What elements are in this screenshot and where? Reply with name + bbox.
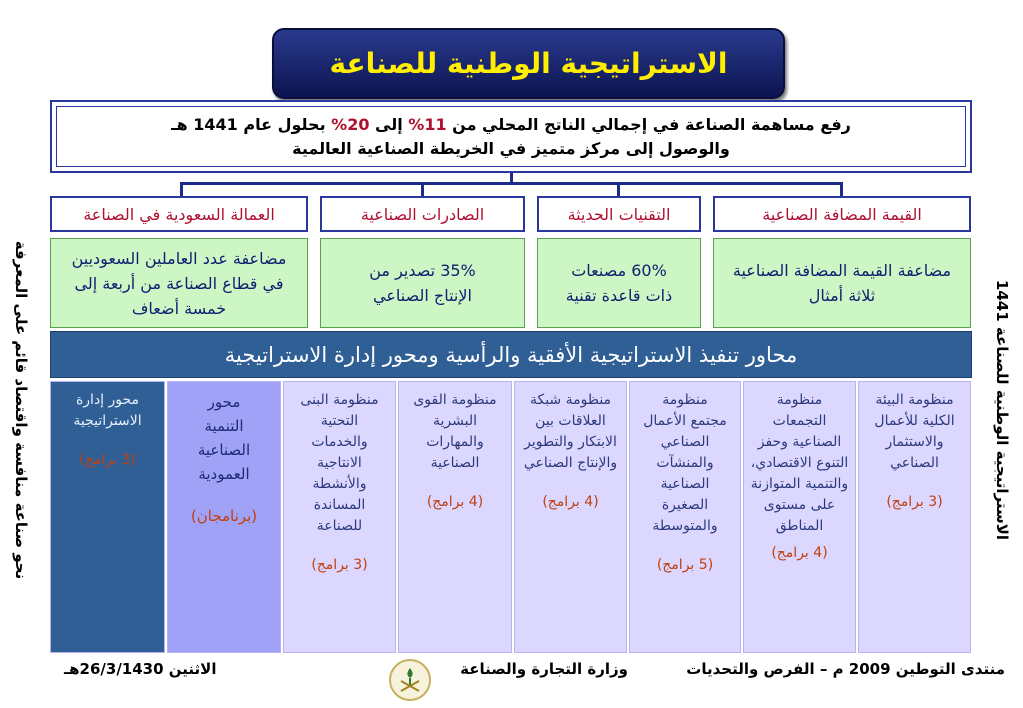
column-infrastructure (283, 381, 396, 653)
objective-label: العمالة السعودية في الصناعة (83, 204, 275, 224)
goal-text-b: إلى (375, 114, 403, 134)
column-programs: (3 برامج) (311, 557, 368, 573)
column-business-environment (858, 381, 971, 653)
goal-text-c: بحلول عام (243, 114, 326, 134)
goal-pct-2: 20% (331, 114, 370, 134)
axes-title-bar (50, 331, 972, 378)
target-technology (537, 238, 701, 328)
column-programs: (برنامجان) (190, 507, 258, 525)
column-programs: (3 برامج) (79, 452, 136, 468)
column-human-resources (398, 381, 512, 653)
target-value-added (713, 238, 971, 328)
connector (617, 182, 620, 196)
column-programs: (4 برامج) (542, 494, 599, 510)
goal-text-a: رفع مساهمة الصناعة في إجمالي الناتج المحلي من (452, 114, 851, 134)
column-business-community (629, 381, 741, 653)
side-label-right (981, 195, 1023, 625)
objective-technology (537, 196, 701, 232)
target-saudi-labor (50, 238, 308, 328)
side-right-text: الاستراتيجية الوطنية للصناعة 1441 (993, 279, 1011, 541)
target-exports (320, 238, 525, 328)
column-vertical-development (167, 381, 281, 653)
column-text: منظومة القوى البشرية والمهارات الصناعية (413, 392, 497, 471)
column-programs: (4 برامج) (426, 494, 484, 510)
footer-forum: منتدى التوطين 2009 م – الفرص والتحديات (686, 660, 1005, 678)
objective-label: الصادرات الصناعية (360, 204, 485, 224)
column-programs: (5 برامج) (656, 557, 714, 573)
column-programs: (4 برامج) (771, 545, 828, 561)
column-text: محور إدارة الاستراتيجية (73, 392, 142, 429)
goal-line-2: والوصول إلى مركز متميز في الخريطة الصناعية العالمية (292, 138, 730, 158)
objective-value-added (713, 196, 971, 232)
column-text: منظومة مجتمع الأعمال الصناعي والمنشآت الصناعية الصغيرة والمتوسطة (643, 392, 727, 534)
title-banner (272, 28, 785, 99)
connector (180, 182, 183, 196)
side-label-left (0, 195, 42, 625)
connector (180, 182, 842, 185)
side-left-text: نحو صناعة منافسة واقتصاد قائم على المعرفة (12, 240, 30, 580)
target-text: مضاعفة القيمة المضافة الصناعية ثلاثة أمثال (732, 261, 952, 305)
target-text: 60% مصنعات ذات قاعدة تقنية (565, 261, 673, 305)
connector (840, 182, 843, 196)
objective-label: القيمة المضافة الصناعية (762, 204, 922, 224)
objective-exports (320, 196, 525, 232)
objective-saudi-labor (50, 196, 308, 232)
target-text: مضاعفة عدد العاملين السعوديين في قطاع الصناعة من أربعة إلى خمسة أضعاف (71, 248, 287, 318)
column-strategy-management (50, 381, 165, 653)
column-programs: (3 برامج) (886, 494, 943, 510)
column-text: منظومة التجمعات الصناعية وحفز التنوع الاقتصادي، والتنمية المتوازنة على مستوى المناطق (750, 392, 849, 534)
column-text: منظومة البنى التحتية والخدمات الانتاجية والأنشطة المساندة للصناعة (300, 392, 379, 534)
footer-ministry: وزارة التجارة والصناعة (460, 660, 628, 678)
goal-box (50, 100, 972, 173)
column-innovation-network (514, 381, 627, 653)
column-text: محور التنمية الصناعية العمودية (197, 393, 251, 483)
goal-pct-1: 11% (408, 114, 447, 134)
connector (421, 182, 424, 196)
goal-year: 1441 هـ (171, 114, 238, 134)
target-text: 35% تصدير من الإنتاج الصناعي (369, 261, 476, 305)
axes-title: محاور تنفيذ الاستراتيجية الأفقية والرأسية ومحور إدارة الاستراتيجية (224, 342, 798, 367)
emblem-icon (389, 659, 431, 701)
column-text: منظومة البيئة الكلية للأعمال والاستثمار الصناعي (874, 392, 955, 471)
column-text: منظومة شبكة العلاقات بين الابتكار والتطوير والإنتاج الصناعي (523, 392, 618, 471)
goal-line-1 (171, 113, 851, 137)
page-title: الاستراتيجية الوطنية للصناعة (329, 47, 728, 80)
footer-date: الاثنين 26/3/1430هـ (64, 660, 217, 678)
objective-label: التقنيات الحديثة (567, 204, 671, 224)
column-industrial-clusters (743, 381, 856, 653)
